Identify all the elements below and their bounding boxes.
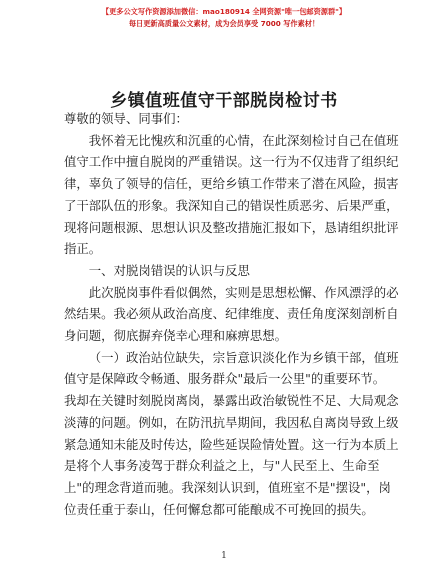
paragraph-line: 值守是保障政令畅通、服务群众"最后一公里"的重要环节。 [64, 371, 386, 387]
paragraph-line: 指正。 [64, 241, 102, 257]
page-number: 1 [221, 551, 227, 561]
paragraph-line: （一）政治站位缺失，宗旨意识淡化作为乡镇干部，值班 [88, 349, 399, 365]
paragraph-line: 然结果。我必须从政治高度、纪律维度、责任角度深刻剖析自 [64, 306, 399, 322]
paragraph-political-stance [64, 347, 399, 521]
promo-line-2: 每日更新高质量公文素材，成为会员享受 7000 写作素材！ [128, 19, 320, 28]
paragraph-intro [64, 130, 399, 260]
paragraph-line: 律，辜负了领导的信任，更给乡镇工作带来了潜在风险，损害 [64, 176, 399, 192]
paragraph-line: 我却在关键时刻脱岗离岗，暴露出政治敏锐性不足、大局观念 [64, 393, 399, 409]
paragraph-line: 值守工作中擅自脱岗的严重错误。这一行为不仅违背了组织纪 [64, 154, 399, 170]
section-heading-1: 一、对脱岗错误的认识与反思 [88, 262, 250, 278]
paragraph-line: 我怀着无比愧疚和沉重的心情，在此深刻检讨自己在值班 [88, 132, 399, 148]
document-body [64, 108, 399, 520]
document-title: 乡镇值班值守干部脱岗检讨书 [110, 91, 338, 111]
paragraph-line: 上"的理念背道而驰。我深刻认识到，值班室不是"摆设"，岗 [64, 479, 391, 495]
paragraph-line: 身问题，彻底摒弃侥幸心理和麻痹思想。 [64, 328, 288, 344]
paragraph-line: 现将问题根源、思想认识及整改措施汇报如下，恳请组织批评 [64, 219, 399, 235]
paragraph-line: 了干部队伍的形象。我深知自己的错误性质恶劣、后果严重， [64, 197, 399, 213]
greeting: 尊敬的领导、同事们： [64, 111, 188, 126]
promo-line-1: 【更多公文写作资源添加微信：mao180914 全网资源"唯一包邮资源群"】 [101, 7, 347, 16]
paragraph-line: 是将个人事务凌驾于群众利益之上，与"人民至上、生命至 [64, 458, 380, 474]
paragraph-line: 紧急通知未能及时传达，险些延误险情处置。这一行为本质上 [64, 436, 399, 452]
paragraph-line: 此次脱岗事件看似偶然，实则是思想松懈、作风漂浮的必 [88, 284, 399, 300]
paragraph-reflection [64, 282, 399, 347]
paragraph-line: 淡薄的问题。例如，在防汛抗旱期间，我因私自离岗导致上级 [64, 414, 399, 430]
promo-banner [0, 6, 448, 30]
paragraph-line: 位责任重于泰山，任何懈怠都可能酿成不可挽回的损失。 [64, 501, 374, 517]
